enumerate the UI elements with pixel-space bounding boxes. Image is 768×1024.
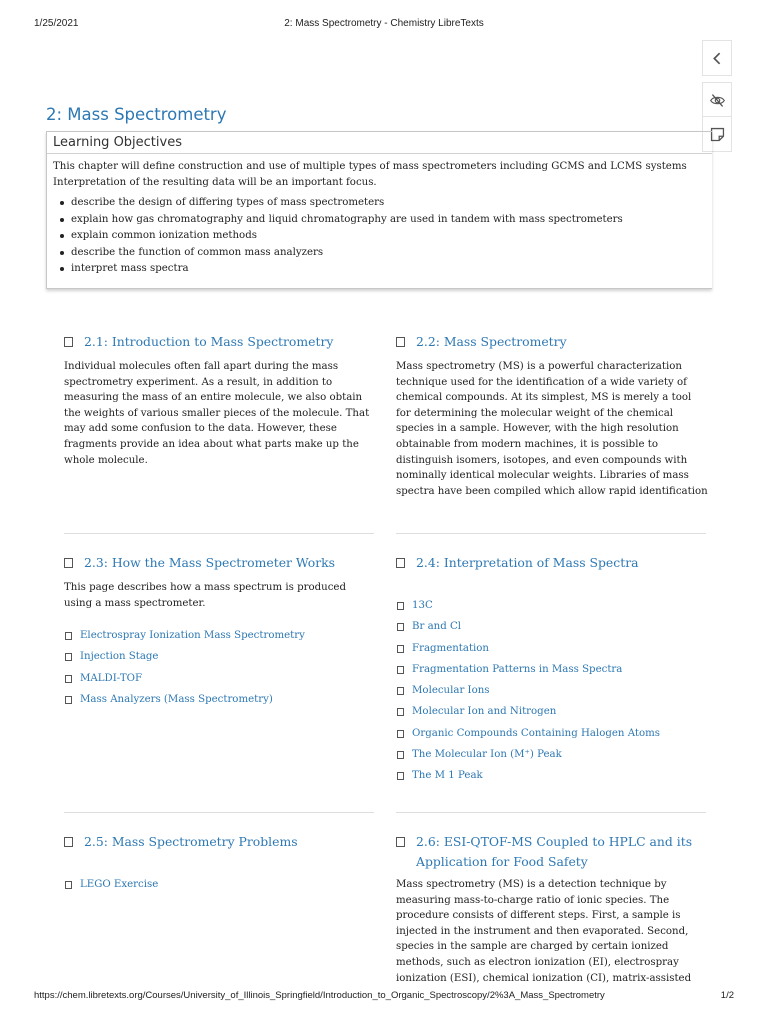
learning-objectives-heading: Learning Objectives: [47, 132, 712, 154]
section-title[interactable]: 2.1: Introduction to Mass Spectrometry: [84, 334, 334, 349]
subpage-link-label[interactable]: Organic Compounds Containing Halogen Atoms: [412, 727, 660, 739]
page-icon: [65, 675, 72, 683]
subpage-link[interactable]: [396, 765, 708, 786]
objectives-intro: [47, 154, 712, 191]
subpage-link[interactable]: [64, 668, 376, 689]
objective-item: explain how gas chromatography and liquid chromatography are used in tandem with mass spectrometers: [57, 212, 712, 229]
page-icon: [397, 666, 404, 674]
subpage-link-label[interactable]: Molecular Ions: [412, 685, 490, 697]
print-header: [34, 18, 734, 32]
print-page-number: 1/2: [720, 990, 734, 1001]
subpage-link-label[interactable]: 13C: [412, 600, 433, 611]
card-divider: [64, 533, 374, 534]
subpage-link-label[interactable]: LEGO Exercise: [80, 879, 159, 890]
card-divider: [64, 812, 374, 813]
print-date: 1/25/2021: [34, 18, 79, 29]
objective-item: explain common ionization methods: [57, 228, 712, 245]
subpage-link-label[interactable]: The M 1 Peak: [412, 770, 483, 782]
eye-slash-icon: [709, 92, 726, 109]
card-divider: [396, 812, 706, 813]
subpage-link-label[interactable]: MALDI-TOF: [80, 672, 143, 684]
print-url: https://chem.libretexts.org/Courses/University_of_Illinois_Springfield/Introduction_to_Organic_Spectroscopy/2%3A_Mass_Spectrometry: [34, 990, 605, 1001]
subpage-link[interactable]: [396, 680, 708, 701]
subpage-list: [64, 874, 376, 895]
subpage-list: [396, 595, 708, 787]
page-icon: [397, 602, 404, 610]
subpage-link[interactable]: [396, 616, 708, 637]
section-title[interactable]: 2.3: How the Mass Spectrometer Works: [84, 555, 336, 570]
learning-objectives-box: [46, 131, 712, 289]
subpage-link-label[interactable]: The Molecular Ion (M⁺) Peak: [412, 749, 562, 761]
section-title[interactable]: 2.2: Mass Spectrometry: [416, 334, 567, 349]
subpage-list: [64, 625, 376, 710]
subpage-link[interactable]: [396, 723, 708, 744]
page-icon: [65, 881, 72, 889]
objective-item: describe the design of differing types of mass spectrometers: [57, 195, 712, 212]
collapse-toolbar-button[interactable]: [702, 40, 732, 76]
subpage-link-label[interactable]: Injection Stage: [80, 651, 159, 663]
subpage-link[interactable]: [396, 659, 708, 680]
objectives-list: [47, 191, 712, 278]
page-icon: [397, 751, 404, 759]
section-summary: This page describes how a mass spectrum is produced using a mass spectrometer.: [64, 582, 346, 609]
section-link-2-5[interactable]: [64, 832, 376, 852]
section-title[interactable]: 2.6: ESI-QTOF-MS Coupled to HPLC and its Application for Food Safety: [416, 834, 693, 869]
section-card-2-2: [396, 332, 708, 499]
page-icon: [397, 687, 404, 695]
subpage-link-label[interactable]: Electrospray Ionization Mass Spectrometry: [80, 630, 305, 642]
section-link-2-4[interactable]: [396, 553, 708, 573]
print-page-title: 2: Mass Spectrometry - Chemistry LibreTexts: [284, 18, 484, 29]
page-icon: [396, 837, 405, 847]
section-card-2-1: [64, 332, 376, 468]
page-icon: [64, 837, 73, 847]
print-footer: [34, 990, 734, 1004]
section-title[interactable]: 2.4: Interpretation of Mass Spectra: [416, 555, 639, 570]
page-icon: [65, 696, 72, 704]
section-link-2-3[interactable]: [64, 553, 376, 573]
section-card-2-4: [396, 553, 708, 787]
subpage-link[interactable]: [64, 625, 376, 646]
objectives-intro-line: This chapter will define construction and use of multiple types of mass spectrometers including GCMS and LCMS systems: [53, 161, 687, 172]
page-title: 2: Mass Spectrometry: [46, 105, 227, 124]
subpage-link[interactable]: [64, 874, 376, 895]
section-link-2-2[interactable]: [396, 332, 708, 352]
subpage-link[interactable]: [396, 595, 708, 616]
page-icon: [396, 558, 405, 568]
page-icon: [397, 708, 404, 716]
section-card-2-3: [64, 553, 376, 710]
subpage-link[interactable]: [396, 638, 708, 659]
subpage-link-label[interactable]: Molecular Ion and Nitrogen: [412, 706, 557, 718]
section-link-2-1[interactable]: [64, 332, 376, 352]
page-icon: [64, 337, 73, 347]
section-link-2-6[interactable]: [396, 832, 708, 872]
section-summary: Mass spectrometry (MS) is a powerful characterization technique used for the identification of a wide variety of chemical compounds. At its simplest, MS is merely a tool for determining the molecular weight of the chemical species in a sample. However, with the high resolution obtainable from modern machines, it is possible to distinguish isomers, isotopes, and even compounds with nominally identical molecular weights. Libraries of mass spectra have been compiled which allow rapid identification: [396, 361, 708, 497]
subpage-link[interactable]: [64, 689, 376, 710]
page-icon: [397, 645, 404, 653]
page-icon: [397, 772, 404, 780]
objective-item: describe the function of common mass analyzers: [57, 245, 712, 262]
subpage-link[interactable]: [64, 646, 376, 667]
objective-item: interpret mass spectra: [57, 261, 712, 278]
section-title[interactable]: 2.5: Mass Spectrometry Problems: [84, 834, 298, 849]
subpage-link-label[interactable]: Fragmentation Patterns in Mass Spectra: [412, 663, 623, 675]
page-icon: [64, 558, 73, 568]
subpage-link[interactable]: [396, 701, 708, 722]
chevron-left-icon: [709, 50, 726, 67]
subpage-link-label[interactable]: Fragmentation: [412, 642, 489, 654]
section-summary: Individual molecules often fall apart during the mass spectrometry experiment. As a result, in addition to measuring the mass of an entire molecule, we also obtain the weights of various smaller pieces of the molecule. That may add some confusion to the data. However, these fragments provide an idea about what parts make up the whole molecule.: [64, 361, 370, 466]
page-icon: [65, 653, 72, 661]
section-card-2-6: [396, 832, 708, 1000]
page-icon: [397, 623, 404, 631]
section-summary: Mass spectrometry (MS) is a detection technique by measuring mass-to-charge ratio of ionic species. The procedure consists of different steps. First, a sample is injected in the instrument and then evaporated. Second, species in the sample are charged by certain ionized methods, such as electron ionization (EI), electrospray ionization (ESI), chemical ionization (CI), matrix-assisted: [396, 879, 692, 984]
page-icon: [397, 730, 404, 738]
section-card-2-5: [64, 832, 376, 895]
subpage-link-label[interactable]: Br and Cl: [412, 621, 462, 633]
subpage-link[interactable]: [396, 744, 708, 765]
objectives-intro-line: Interpretation of the resulting data will be an important focus.: [53, 177, 377, 188]
card-divider: [396, 533, 706, 534]
subpage-link-label[interactable]: Mass Analyzers (Mass Spectrometry): [80, 694, 273, 706]
page-icon: [65, 632, 72, 640]
page-icon: [396, 337, 405, 347]
readability-button[interactable]: [702, 82, 732, 118]
